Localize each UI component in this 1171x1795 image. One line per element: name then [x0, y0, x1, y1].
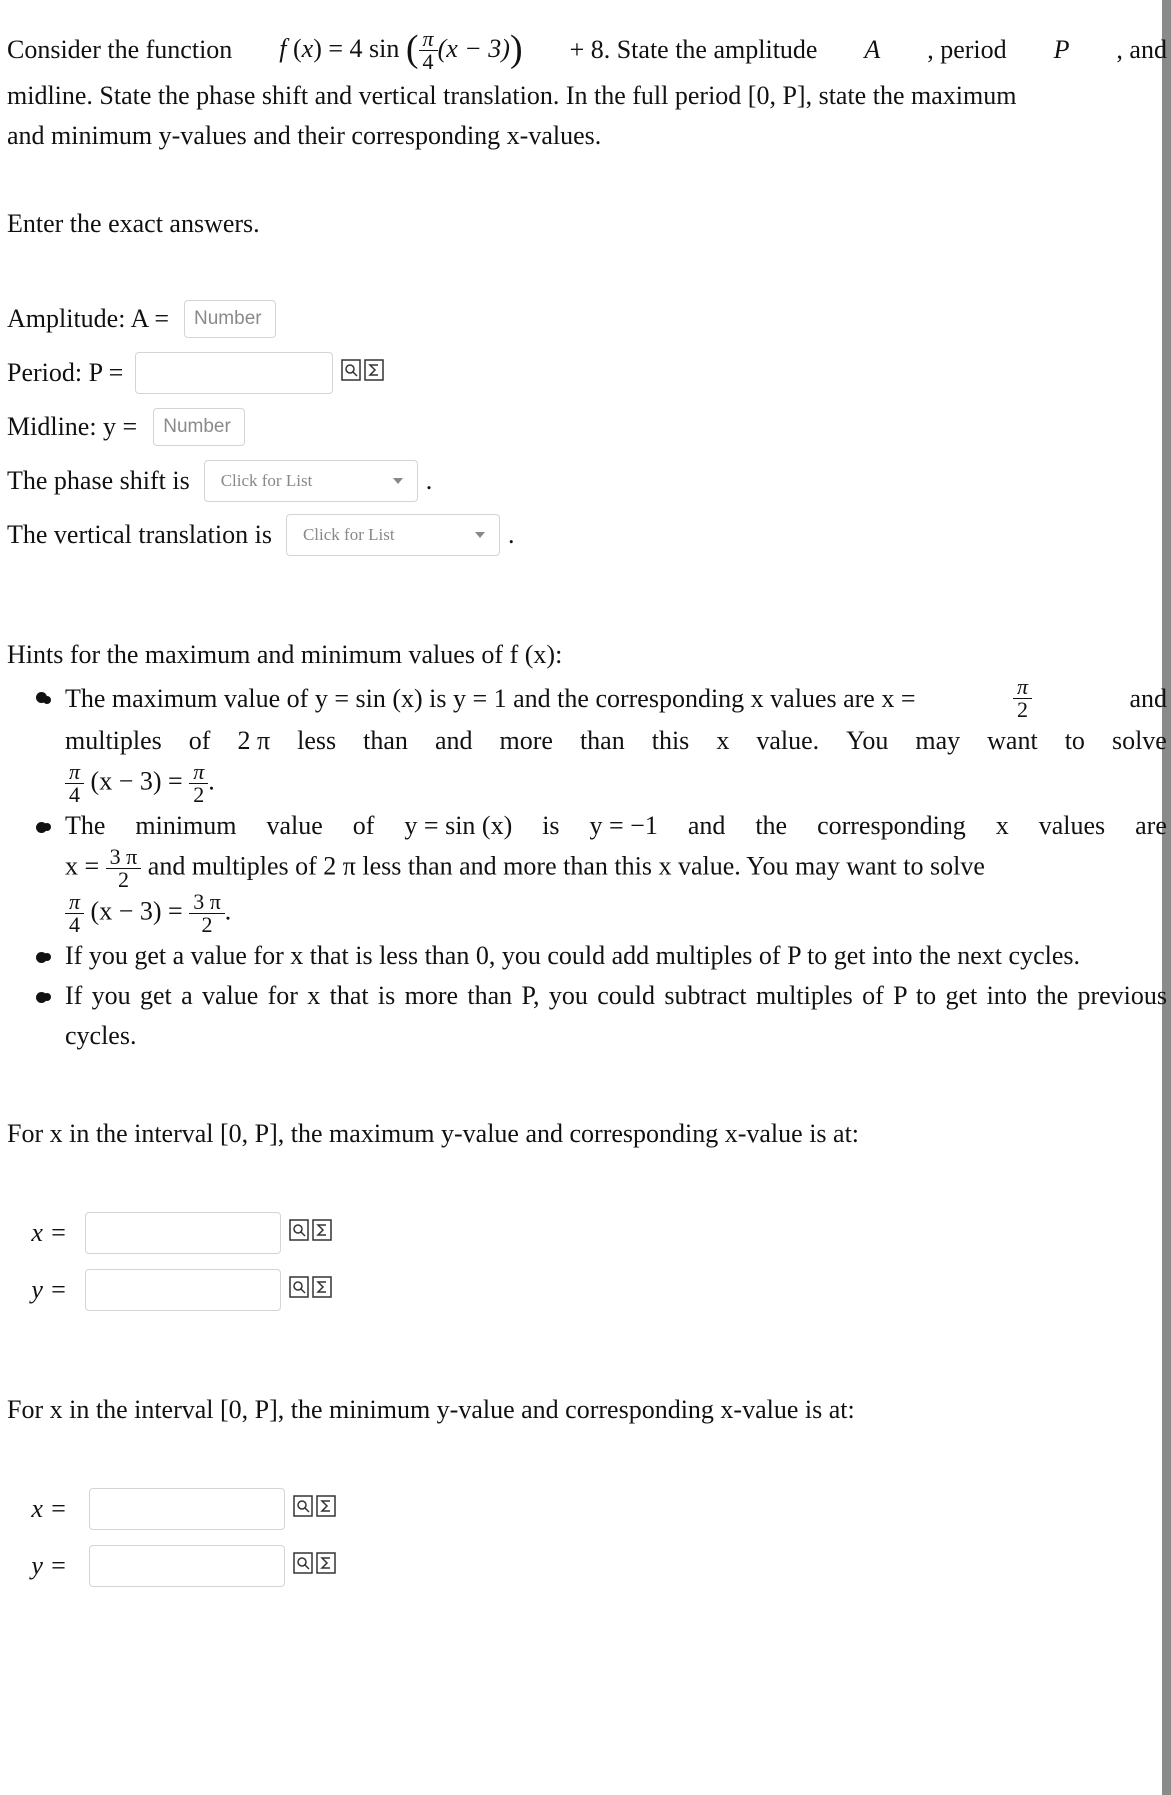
func-tail: + 8. State the amplitude — [569, 35, 818, 64]
pi-over-2: $\frac{\pi}{2}$ — [191, 761, 206, 806]
func-rhs: = 4 sin — [328, 33, 400, 63]
min-prompt: For x in the interval [0, P], the minimum y-value and corresponding x-value is at: — [7, 1395, 855, 1424]
period-word: , period — [927, 35, 1007, 64]
hint1-word: 2 π — [237, 726, 271, 755]
pi-over-4: $\frac{\pi}{4}$ — [421, 28, 436, 73]
hint1-word: You — [846, 726, 889, 755]
midline-label: Midline: y = — [7, 412, 138, 441]
amplitude-row — [7, 292, 1167, 346]
vertical-label: The vertical translation is — [7, 520, 272, 549]
min-y-input[interactable] — [89, 1545, 285, 1587]
vertical-row — [7, 508, 1167, 562]
max-x-label: x = — [31, 1217, 67, 1247]
hints-title: Hints for the maximum and minimum values of f (x): — [7, 640, 563, 669]
func-name: f — [279, 33, 287, 63]
max-y-label: y = — [31, 1274, 67, 1304]
hint1-text: • The maximum value of y = sin (x) is y = 1 and the corresponding x values are x = — [65, 683, 916, 713]
hint-less-than-zero: • If you get a value for x that is less than 0, you could add multiples of P to get into the next cycles. — [65, 936, 1167, 976]
min-y-row — [7, 1537, 1167, 1594]
amplitude-label: Amplitude: A = — [7, 304, 170, 333]
max-y-input[interactable] — [85, 1269, 281, 1311]
hint2-word: values — [1038, 811, 1106, 840]
min-x-label: x = — [31, 1493, 67, 1523]
hint2-eq: (x − 3) = — [90, 896, 183, 926]
phase-row — [7, 454, 1167, 508]
hint1-word: more — [499, 726, 553, 755]
vertical-select[interactable] — [286, 514, 500, 556]
hint2-word: y = sin (x) — [404, 811, 513, 840]
question-content — [7, 24, 1167, 1594]
hint2-word: are — [1135, 811, 1167, 840]
preview-icon[interactable] — [289, 1218, 309, 1248]
three-pi-over-2: $\frac{3 \pi}{2}$ — [108, 846, 140, 891]
question-intro: Consider the function — [7, 35, 233, 64]
hint-more-than-p: • If you get a value for x that is more than P, you could subtract multiples of P to get into the previous cycles. — [65, 976, 1167, 1056]
hint1-word: of — [188, 726, 211, 755]
hint1-word: may — [915, 726, 961, 755]
question-line3: and minimum y-values and their corresponding x-values. — [7, 121, 602, 150]
three-pi-over-2: $\frac{3 \pi}{2}$ — [191, 891, 223, 936]
pi-over-4: $\frac{\pi}{4}$ — [67, 891, 82, 936]
hint1-word: this — [651, 726, 690, 755]
vertical-period: . — [507, 520, 515, 549]
min-x-input[interactable] — [89, 1488, 285, 1530]
period-input[interactable] — [135, 352, 333, 394]
midline-input[interactable]: Number — [153, 408, 245, 446]
equation-editor-icon[interactable] — [312, 1275, 332, 1305]
preview-icon[interactable] — [341, 358, 361, 388]
and-word: , and — [1116, 35, 1167, 64]
equation-editor-icon[interactable] — [316, 1551, 336, 1581]
preview-icon[interactable] — [289, 1275, 309, 1305]
hint2-word: corresponding — [817, 811, 966, 840]
period-label: Period: P = — [7, 358, 124, 387]
func-inner: (x − 3) — [437, 33, 510, 63]
hint2-word: of — [352, 811, 375, 840]
hint1-word: want — [987, 726, 1038, 755]
func-var: x — [301, 33, 314, 63]
phase-select[interactable] — [204, 460, 418, 502]
question-text: Consider the function f (x) = 4 sin ( $\frac{\pi}{4}$ (x − 3)) + 8. State the amplitude A , period P , and midline. State the phase shift and vertical translation. In the full period [0, P], state the maximum and minimum y-values and their corresponding x-values. — [7, 24, 1167, 156]
phase-period: . — [425, 466, 433, 495]
period-row — [7, 346, 1167, 400]
hint1-word: multiples — [65, 726, 162, 755]
max-y-row — [7, 1261, 1167, 1318]
hint2-word: value — [266, 811, 323, 840]
hint1-word: solve — [1111, 726, 1167, 755]
vertical-select-text: Click for List — [302, 525, 395, 544]
chevron-down-icon — [475, 532, 485, 538]
question-line2: midline. State the phase shift and vertical translation. In the full period [0, P], state the maximum — [7, 81, 1017, 110]
phase-select-text: Click for List — [220, 471, 313, 490]
hint1-word: value. — [756, 726, 820, 755]
hint2-word: x — [995, 811, 1009, 840]
amp-symbol: A — [864, 35, 881, 64]
instruction-text: Enter the exact answers. — [7, 209, 260, 238]
hint2-word: • The — [65, 811, 106, 840]
preview-icon[interactable] — [293, 1551, 313, 1581]
max-x-input[interactable] — [85, 1212, 281, 1254]
min-x-row — [7, 1480, 1167, 1537]
phase-label: The phase shift is — [7, 466, 190, 495]
hint1-word: than — [363, 726, 408, 755]
hint1-word: than — [579, 726, 625, 755]
preview-icon[interactable] — [293, 1494, 313, 1524]
chevron-down-icon — [393, 478, 403, 484]
hint1-word: to — [1064, 726, 1085, 755]
amplitude-input[interactable]: Number — [184, 300, 276, 338]
hint1-word: and — [434, 726, 473, 755]
hint2-word: minimum — [135, 811, 237, 840]
pi-over-2: $\frac{\pi}{2}$ — [1015, 676, 1030, 721]
equation-editor-icon[interactable] — [312, 1218, 332, 1248]
midline-row — [7, 400, 1167, 454]
max-x-row — [7, 1204, 1167, 1261]
hint1-eq: (x − 3) = — [90, 766, 183, 796]
equation-editor-icon[interactable] — [316, 1494, 336, 1524]
hint2-word: y = −1 — [589, 811, 658, 840]
hint2-word: the — [755, 811, 788, 840]
equation-editor-icon[interactable] — [364, 358, 384, 388]
hint1-word: less — [297, 726, 337, 755]
max-prompt: For x in the interval [0, P], the maximum y-value and corresponding x-value is at: — [7, 1119, 860, 1148]
hint1-word: x — [716, 726, 730, 755]
hint-min: • The minimum value of y = sin (x) is y = −1 and the corresponding x values are x = $\frac{3 \pi}{2}$ and multiples of 2 π less than and more than this x value. You may want to solve $\frac{\pi}{4}$ (x − 3) = $\frac{3 \pi}{2}$ . — [65, 806, 1167, 936]
period-symbol: P — [1053, 35, 1070, 64]
hint-max: • The maximum value of y = sin (x) is y = 1 and the corresponding x values are x = $\frac{\pi}{2}$ and multiples of 2 π less than and more than this x value. You may want to solve $\frac{\pi}{4}$ (x − 3) = $\frac{\pi}{2}$ . — [65, 676, 1167, 806]
hint1-and: and — [1129, 683, 1167, 713]
hints-list — [7, 676, 1167, 1056]
hint2-line2: and multiples of 2 π less than and more than this x value. You may want to solve — [147, 851, 985, 881]
min-y-label: y = — [31, 1550, 67, 1580]
pi-over-4: $\frac{\pi}{4}$ — [67, 761, 82, 806]
hint2-word: and — [687, 811, 726, 840]
hint2-word: is — [542, 811, 560, 840]
